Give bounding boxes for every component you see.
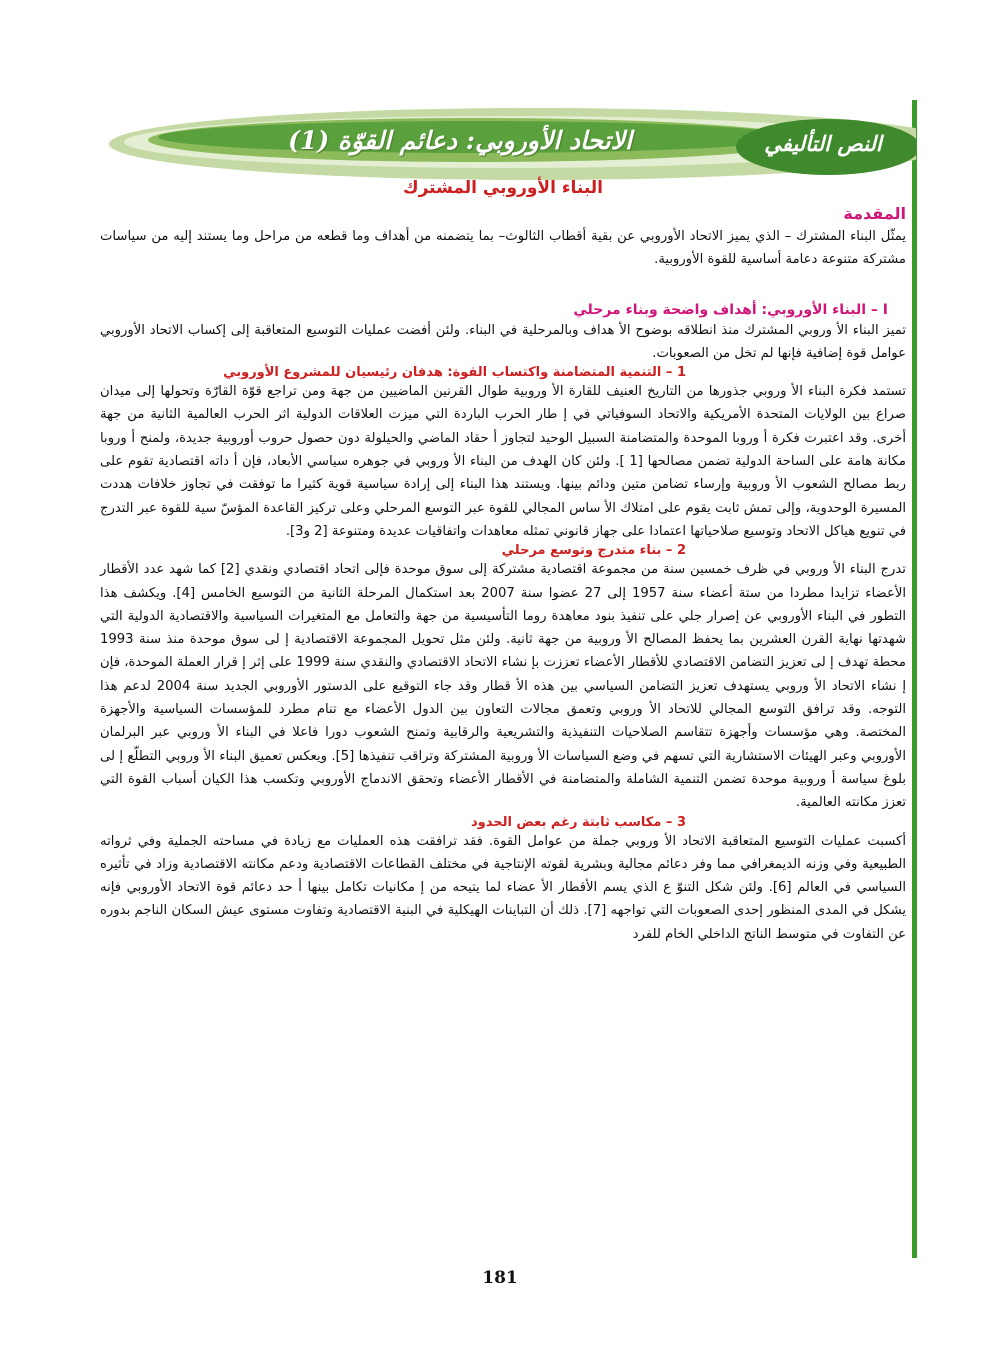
intro-paragraph: يمثّل البناء المشترك – الذي يميز الاتحاد الأوروبي عن بقية أقطاب الثالوث– بما يتضمنه من أهداف وما قطعه من مراحل وما يستند إليه من سياسات مشتركة متنوعة دعامة أساسية للقوة الأوروبية. (100, 229, 906, 268)
intro-heading: المقدمة (843, 204, 906, 223)
subsection-3-heading: 3 – مكاسب ثابتة رغم بعض الحدود (470, 814, 686, 830)
section-1-paragraph: تميز البناء الأ وروبي المشترك منذ انطلاقه بوضوح الأ هداف وبالمرحلية في البناء. ولئن أفضت عمليات التوسيع المتعاقبة إلى إكساب الاتحاد الأوروبي عوامل قوة إضافية فإنها لم تخل من الصعوبات. (100, 322, 906, 361)
banner-title: الاتحاد الأوروبي: دعائم القوّة (1) (288, 126, 632, 155)
page-number: 181 (482, 1268, 518, 1288)
subsection-3-paragraph: أكسبت عمليات التوسيع المتعاقبة الاتحاد الأ وروبي جملة من عوامل القوة. فقد ترافقت هذه العمليات مع زيادة في مساحته الجملية وفي ثرواته الطبيعية وفي وزنه الديمغرافي مما وفر دعائم مجالية وبشرية لقوته الإنتاجية في مختلف القطاعات الاقتصادية ودعم مكانته الاقتصادية وزاد في تأثيره السياسي في العالم [6]. ولئن شكل التنوّ ع الذي يسم الأقطار الأ عضاء لما يتيحه من إ مكانيات تكامل بينها أ حد دعائم قوة الاتحاد الأوروبي فإنه يشكل في المدى المنظور إحدى الصعوبات التي تواجهه [7]. ذلك أن التباينات الهيكلية في البنية الاقتصادية وتفاوت مستوى عيش السكان الناجم بدوره عن التفاوت في متوسط الناتج الداخلي الخام للفرد (100, 833, 907, 942)
main-title: البناء الأوروبي المشترك (403, 178, 603, 198)
side-rule (912, 100, 917, 1258)
subsection-2-paragraph: تدرج البناء الأ وروبي في ظرف خمسين سنة من مجموعة اقتصادية مشتركة إلى سوق موحدة فإلى اتحاد اقتصادي ونقدي [2] كما شهد عدد الأقطار الأعضاء تزايدا مطردا من ستة أعضاء سنة 1957 إلى 27 عضوا سنة 2007 بعد استكمال المرحلة الثانية من التوسيع الخامس [4]. ويكشف هذا التطور في البناء الأوروبي عن إصرار جلي على تنفيذ بنود معاهدة روما التأسيسية من جهة والتعامل مع المتغيرات السياسية والاقتصادية الدولية التي شهدتها نهاية القرن العشرين بما يحفظ المصالح الأ وروبية من جهة ثانية. ولئن مثل تحويل المجموعة الاقتصادية إ لى سوق موحدة منذ سنة 1993 محطة تهدف إ لى تعزيز التضامن الاقتصادي للأقطار الأعضاء تعززت بإ نشاء الاتحاد الاقتصادي والنقدي سنة 1999 على إثر إ قرار العملة الموحدة، فإن إ نشاء الاتحاد الأ وروبي يستهدف تعزيز التضامن السياسي بين هذه الأ قطار وقد جاء التوقيع على الدستور الأوروبي الجديد سنة 2004 لدعم هذا التوجه. وقد ترافق التوسع المجالي للاتحاد الأ وروبي وتعمق مجالات التعاون بين الدول الأعضاء مع تنام مطرد للمؤسسات السياسية والأجهزة المختصة. وهي مؤسسات وأجهزة تتقاسم الصلاحيات التنفيذية والتشريعية والرقابية وتمنح الشعوب دورا فاعلا في البناء الأ وروبي عبر البرلمان الأوروبي وعبر الهيئات الاستشارية التي تسهم في وضع السياسات الأ وروبية المشتركة وتراقب تنفيذها [5]. ويعكس تعميق البناء الأ وروبي التطلّع إ لى بلوغ سياسة أ وروبية موحدة تضمن التنمية الشاملة والمتضامنة في الأقطار الأعضاء وتحقق الاندماج الأوروبي وتكسب هذا الكيان أسباب القوة التي تعزز مكانته العالمية. (100, 562, 907, 811)
subsection-1-heading: 1 – التنمية المتضامنة واكتساب القوة: هدفان رئيسيان للمشروع الأوروبي (223, 365, 686, 381)
subsection-2-heading: 2 – بناء متدرج وتوسع مرحلي (501, 543, 686, 559)
subsection-1-paragraph: تستمد فكرة البناء الأ وروبي جذورها من التاريخ العنيف للقارة الأ وروبية طوال القرنين الماضيين من جهة ومن تراجع قوّة القارّة وتحولها إلى ميدان صراع بين الولايات المتحدة الأمريكية والاتحاد السوفياتي في إ طار الحرب الباردة التي ميزت العلاقات الدولية اثر الحرب العالمية الثانية من جهة أخرى. وقد اعتبرت فكرة أ وروبا الموحدة والمتضامنة السبيل الوحيد لتجاوز أ حقاد الماضي والحيلولة دون حصول حروب أوروبية جديدة، ولمنح أ وروبا مكانة هامة على الساحة الدولية تضمن مصالحها [1 ]. ولئن كان الهدف من البناء الأ وروبي في جوهره سياسي الأبعاد، فإن أ داته اقتصادية تقوم على ربط مصالح الشعوب الأ وروبية وإرساء تضامن متين ودائم بينها. ويستند هذا البناء إلى إرادة سياسية قوية كثيرا ما توفقت في تجاوز خلافات هددت المسيرة الوحدوية، وإلى تمش ثابت يقوم على امتلاك الأ ساس المجالي للقوة عبر التوسع المرحلي وعلى تركيز القاعدة المؤسّ سية للقوة عبر التدرج في تنويع هياكل الاتحاد وتوسيع صلاحياتها اعتمادا على جهاز قانوني تمثله معاهدات واتفاقيات عديدة ومتنوعة [2 و3]. (100, 384, 906, 539)
banner-tag: النص التأليفي (764, 131, 882, 156)
section-1-heading: I – البناء الأوروبي: أهداف واضحة وبناء مرحلي (573, 301, 888, 318)
document-body (100, 170, 906, 946)
